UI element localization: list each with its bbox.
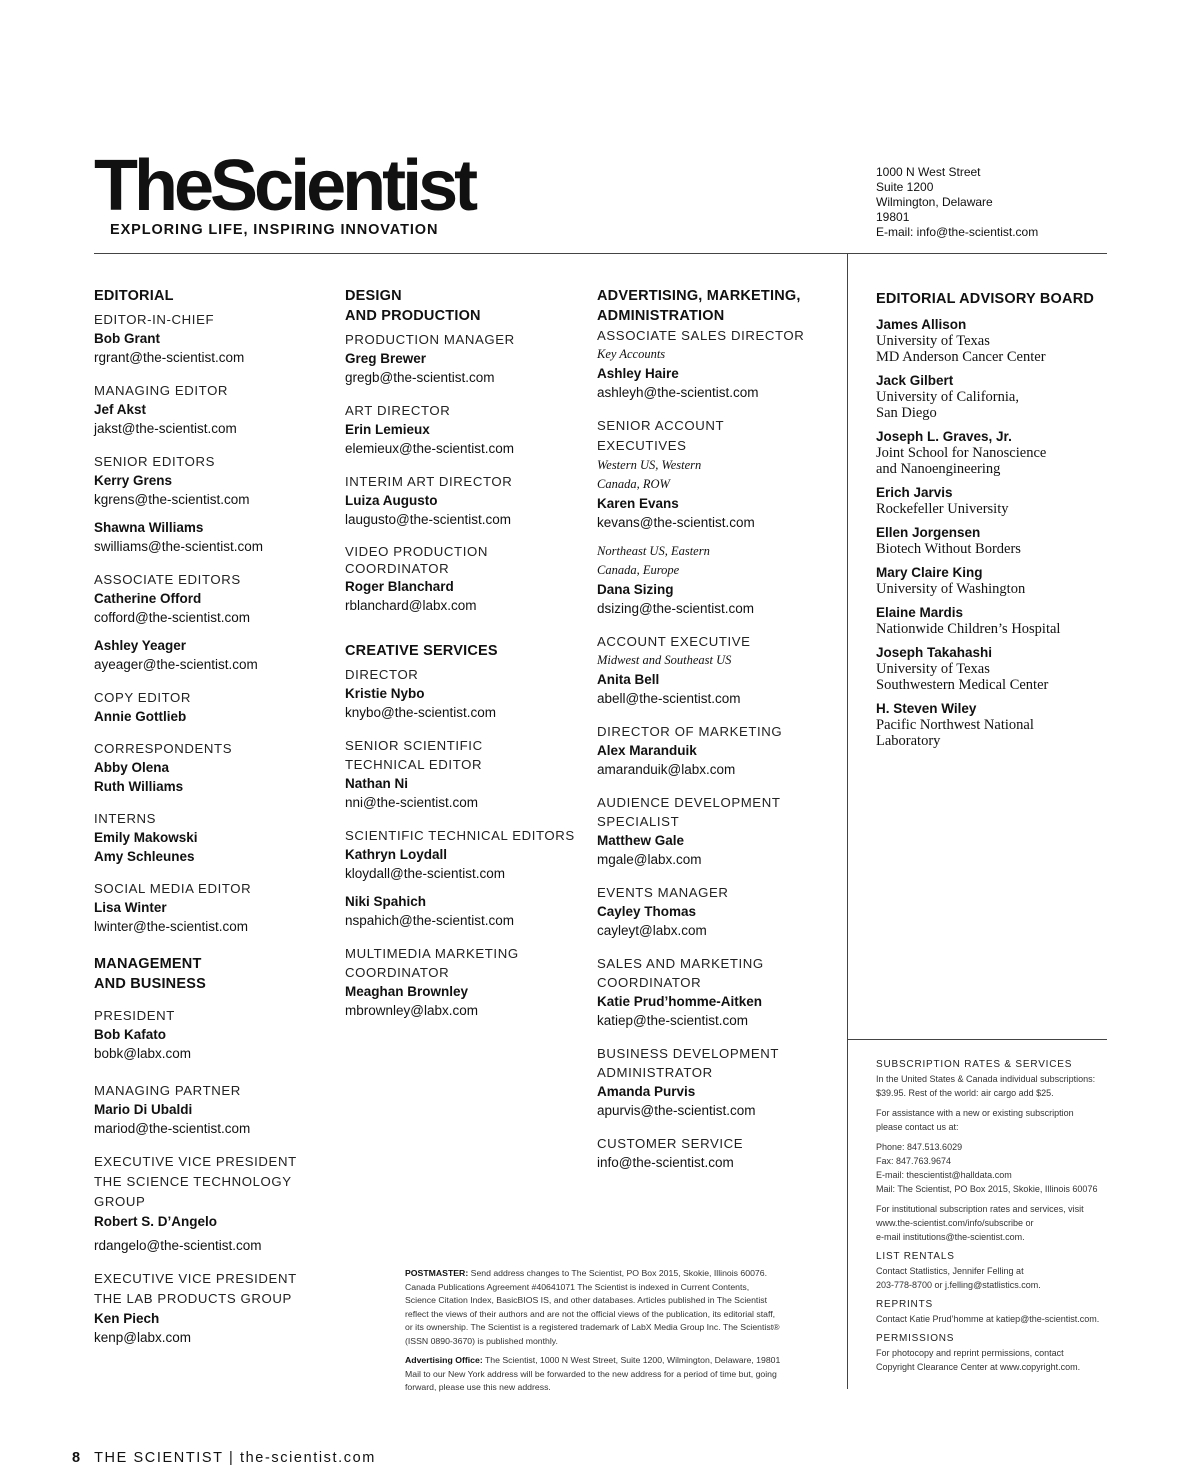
address-line: Wilmington, Delaware <box>876 195 993 209</box>
staff-role: CUSTOMER SERVICE <box>597 1136 744 1151</box>
member-name: H. Steven Wiley <box>876 701 977 716</box>
staff-role: EXECUTIVE VICE PRESIDENT <box>94 1154 297 1169</box>
staff-entry <box>94 1081 339 1139</box>
staff-email[interactable]: amaranduik@labx.com <box>597 762 736 777</box>
text-link[interactable]: www.the-scientist.com/info/subscribe or <box>876 1218 1034 1228</box>
member-name: Mary Claire King <box>876 565 983 580</box>
heading-line: ADMINISTRATION <box>597 308 725 324</box>
staff-entry <box>94 1269 339 1348</box>
text-line: reflect the views of their authors and are not the official views of the publication, its editorial staff, <box>405 1308 776 1319</box>
staff-name: Emily Makowski <box>94 830 198 845</box>
staff-email[interactable]: rdangelo@the-scientist.com <box>94 1238 262 1253</box>
staff-email[interactable]: cayleyt@labx.com <box>597 923 707 938</box>
text-line: please contact us at: <box>876 1122 959 1132</box>
staff-email[interactable]: dsizing@the-scientist.com <box>597 601 755 616</box>
staff-role: MANAGING EDITOR <box>94 383 229 398</box>
staff-name: Dana Sizing <box>597 582 674 597</box>
member-affiliation: University of Washington <box>876 581 1026 597</box>
reprints-info <box>876 1312 1114 1326</box>
tagline: EXPLORING LIFE, INSPIRING INNOVATION <box>110 222 439 238</box>
staff-entry <box>94 310 339 368</box>
text-line: Science Citation Index, BasicBIOS IS, and other databases. Articles published in The Scientist <box>405 1295 768 1305</box>
header-divider <box>94 253 1107 254</box>
staff-role: MULTIMEDIA MARKETING <box>345 946 519 961</box>
staff-role: COPY EDITOR <box>94 690 191 705</box>
section-heading-advertising <box>597 286 837 326</box>
territory-note: Western US, Western <box>597 458 702 472</box>
text-line[interactable]: 203-778-8700 or j.felling@statlistics.com. <box>876 1280 1041 1290</box>
staff-entry <box>345 401 585 459</box>
text-line: or its ownership. The Scientist is a registered trademark of LabX Media Group Inc. The Scientist® <box>405 1322 780 1332</box>
staff-email[interactable]: elemieux@the-scientist.com <box>345 441 515 456</box>
text-line: $39.95. Rest of the world: air cargo add $25. <box>876 1088 1054 1098</box>
section-heading-board: EDITORIAL ADVISORY BOARD <box>876 291 1095 307</box>
page-footer <box>72 1450 376 1466</box>
staff-role: INTERIM ART DIRECTOR <box>345 474 513 489</box>
staff-role: EXECUTIVES <box>597 438 687 453</box>
staff-role: ASSOCIATE SALES DIRECTOR <box>597 328 805 343</box>
staff-role: INTERNS <box>94 811 157 826</box>
staff-role: EDITOR-IN-CHIEF <box>94 312 215 327</box>
text-line: Canada Publications Agreement #40641071 The Scientist is indexed in Current Contents, <box>405 1281 750 1292</box>
member-name: James Allison <box>876 317 967 332</box>
board-member <box>876 525 1106 557</box>
staff-name: Cayley Thomas <box>597 904 697 919</box>
staff-name: Jef Akst <box>94 402 147 417</box>
member-affiliation: Laboratory <box>876 733 941 749</box>
list-rentals-info <box>876 1264 1114 1292</box>
member-affiliation: University of Texas <box>876 333 990 349</box>
list-rentals-heading: LIST RENTALS <box>876 1251 955 1262</box>
staff-email[interactable]: lwinter@the-scientist.com <box>94 919 248 934</box>
staff-entry <box>94 381 339 439</box>
text-line[interactable]: Copyright Clearance Center at www.copyright.com. <box>876 1362 1081 1372</box>
staff-name: Erin Lemieux <box>345 422 430 437</box>
staff-role: ASSOCIATE EDITORS <box>94 572 241 587</box>
staff-email[interactable]: nni@the-scientist.com <box>345 795 479 810</box>
section-heading-design <box>345 286 585 326</box>
member-affiliation: University of California, <box>876 389 1019 405</box>
staff-email[interactable]: nspahich@the-scientist.com <box>345 913 515 928</box>
email-line[interactable]: E-mail: thescientist@halldata.com <box>876 1170 1012 1180</box>
footer-text: THE SCIENTIST | the-scientist.com <box>94 1450 376 1466</box>
staff-entry <box>94 688 339 726</box>
subscription-divider <box>848 1039 1107 1040</box>
staff-role: SPECIALIST <box>597 814 680 829</box>
section-heading-editorial: EDITORIAL <box>94 288 174 304</box>
permissions-heading: PERMISSIONS <box>876 1333 955 1344</box>
staff-name: Ashley Haire <box>597 366 679 381</box>
staff-role: PRODUCTION MANAGER <box>345 332 515 347</box>
text-line: For assistance with a new or existing subscription <box>876 1108 1074 1118</box>
territory-note: Canada, ROW <box>597 477 670 491</box>
staff-entry <box>94 570 339 675</box>
postmaster-notice <box>405 1267 825 1401</box>
staff-name: Abby Olena <box>94 760 170 775</box>
staff-name: Mario Di Ubaldi <box>94 1102 193 1117</box>
column-divider <box>847 254 848 1389</box>
staff-role: VIDEO PRODUCTION <box>345 544 488 559</box>
staff-name: Kathryn Loydall <box>345 847 448 862</box>
reprints-heading: REPRINTS <box>876 1299 933 1310</box>
staff-entry <box>94 809 339 866</box>
member-affiliation: MD Anderson Cancer Center <box>876 349 1046 365</box>
staff-role: COORDINATOR <box>597 975 702 990</box>
text-line: Contact Statlistics, Jennifer Felling at <box>876 1266 1024 1276</box>
subscription-info <box>876 1058 1114 1380</box>
staff-entry <box>597 883 837 941</box>
staff-name: Ken Piech <box>94 1311 160 1326</box>
fax-line: Fax: 847.763.9674 <box>876 1156 952 1166</box>
member-name: Jack Gilbert <box>876 373 954 388</box>
member-affiliation: and Nanoengineering <box>876 461 1001 477</box>
column-advertising <box>597 286 837 1186</box>
board-member <box>876 485 1106 517</box>
staff-role: AUDIENCE DEVELOPMENT <box>597 795 781 810</box>
staff-name: Matthew Gale <box>597 833 685 848</box>
staff-name: Catherine Offord <box>94 591 202 606</box>
page-number: 8 <box>72 1450 81 1466</box>
staff-email[interactable]: kgrens@the-scientist.com <box>94 492 250 507</box>
staff-role: THE SCIENCE TECHNOLOGY <box>94 1174 292 1189</box>
staff-email[interactable]: katiep@the-scientist.com <box>597 1013 749 1028</box>
member-name: Joseph Takahashi <box>876 645 993 660</box>
staff-role: CORRESPONDENTS <box>94 741 233 756</box>
staff-role: ACCOUNT EXECUTIVE <box>597 634 751 649</box>
staff-entry <box>345 330 585 388</box>
staff-entry <box>597 326 837 403</box>
staff-email[interactable]: info@the-scientist.com <box>597 1155 734 1170</box>
staff-email[interactable]: swilliams@the-scientist.com <box>94 539 263 554</box>
staff-email[interactable]: cofford@the-scientist.com <box>94 610 251 625</box>
staff-entry <box>345 543 585 616</box>
staff-entry <box>597 722 837 780</box>
staff-entry <box>597 416 837 619</box>
staff-email[interactable]: bobk@labx.com <box>94 1046 191 1061</box>
subscription-heading: SUBSCRIPTION RATES & SERVICES <box>876 1059 1073 1070</box>
board-member <box>876 565 1106 597</box>
staff-name: Amanda Purvis <box>597 1084 696 1099</box>
staff-role: MANAGING PARTNER <box>94 1083 241 1098</box>
staff-entry <box>597 1044 837 1121</box>
text-link[interactable]: e-mail institutions@the-scientist.com. <box>876 1232 1025 1242</box>
staff-email[interactable]: abell@the-scientist.com <box>597 691 741 706</box>
staff-name: Luiza Augusto <box>345 493 438 508</box>
staff-role: SENIOR SCIENTIFIC <box>345 738 483 753</box>
staff-role: DIRECTOR <box>345 667 419 682</box>
column-design <box>345 286 585 1034</box>
address-line: Suite 1200 <box>876 180 934 194</box>
address-line: 19801 <box>876 210 910 224</box>
staff-entry <box>94 452 339 557</box>
staff-name: Ruth Williams <box>94 779 184 794</box>
text-line[interactable]: Contact Katie Prud’homme at katiep@the-scientist.com. <box>876 1314 1100 1324</box>
territory-note: Canada, Europe <box>597 563 680 577</box>
board-member <box>876 373 1106 421</box>
text-line: Send address changes to The Scientist, PO Box 2015, Skokie, Illinois 60076. <box>468 1268 768 1278</box>
staff-email[interactable]: jakst@the-scientist.com <box>94 421 237 436</box>
subscription-contact <box>876 1140 1114 1196</box>
staff-name: Lisa Winter <box>94 900 167 915</box>
staff-email[interactable]: ashleyh@the-scientist.com <box>597 385 759 400</box>
office-address <box>876 165 1038 240</box>
postmaster-paragraph <box>405 1267 825 1348</box>
text-line: Mail to our New York address will be forwarded to the new address for a period of time but, going <box>405 1368 777 1379</box>
staff-role: PRESIDENT <box>94 1008 175 1023</box>
member-affiliation: Rockefeller University <box>876 501 1009 517</box>
staff-name: Alex Maranduik <box>597 743 697 758</box>
territory-note: Midwest and Southeast US <box>597 653 732 667</box>
staff-name: Amy Schleunes <box>94 849 195 864</box>
staff-name: Anita Bell <box>597 672 660 687</box>
board-member <box>876 701 1106 749</box>
staff-entry <box>597 954 837 1031</box>
territory-note: Key Accounts <box>597 347 666 361</box>
staff-email[interactable]: knybo@the-scientist.com <box>345 705 497 720</box>
staff-role: SOCIAL MEDIA EDITOR <box>94 881 252 896</box>
staff-email[interactable]: ayeager@the-scientist.com <box>94 657 258 672</box>
permissions-info <box>876 1346 1114 1374</box>
staff-entry <box>597 1134 837 1173</box>
magazine-logo: TheScientist <box>94 146 475 226</box>
staff-role: TECHNICAL EDITOR <box>345 757 483 772</box>
institutional-info <box>876 1202 1114 1244</box>
text-line: The Scientist, 1000 N West Street, Suite 1200, Wilmington, Delaware, 19801 <box>482 1355 781 1365</box>
phone-line: Phone: 847.513.6029 <box>876 1142 963 1152</box>
subscription-rates <box>876 1072 1114 1100</box>
staff-email[interactable]: kloydall@the-scientist.com <box>345 866 506 881</box>
member-affiliation: Pacific Northwest National <box>876 717 1034 733</box>
staff-email[interactable]: mgale@labx.com <box>597 852 702 867</box>
staff-role: SENIOR EDITORS <box>94 454 216 469</box>
staff-role: SALES AND MARKETING <box>597 956 764 971</box>
staff-role: SCIENTIFIC TECHNICAL EDITORS <box>345 828 575 843</box>
advisory-board <box>876 289 1106 757</box>
staff-role: ART DIRECTOR <box>345 403 451 418</box>
staff-role: ADMINISTRATOR <box>597 1065 713 1080</box>
text-line: For photocopy and reprint permissions, contact <box>876 1348 1064 1358</box>
staff-entry <box>94 1152 339 1256</box>
staff-role: COORDINATOR <box>345 965 450 980</box>
member-name: Ellen Jorgensen <box>876 525 981 540</box>
staff-name: Greg Brewer <box>345 351 427 366</box>
staff-role: THE LAB PRODUCTS GROUP <box>94 1291 292 1306</box>
heading-line: MANAGEMENT <box>94 956 202 972</box>
staff-role: EXECUTIVE VICE PRESIDENT <box>94 1271 297 1286</box>
staff-name: Annie Gottlieb <box>94 709 187 724</box>
staff-entry <box>345 472 585 530</box>
column-editorial <box>94 286 339 1361</box>
staff-entry <box>345 944 585 1021</box>
staff-name: Meaghan Brownley <box>345 984 469 999</box>
staff-entry <box>345 826 585 931</box>
member-affiliation: University of Texas <box>876 661 990 677</box>
heading-line: DESIGN <box>345 288 402 304</box>
staff-name: Katie Prud’homme-Aitken <box>597 994 763 1009</box>
section-heading-creative: CREATIVE SERVICES <box>345 643 498 659</box>
address-line: 1000 N West Street <box>876 165 981 179</box>
staff-name: Robert S. D’Angelo <box>94 1214 218 1229</box>
postmaster-label: POSTMASTER: <box>405 1268 469 1278</box>
staff-name: Karen Evans <box>597 496 679 511</box>
member-name: Joseph L. Graves, Jr. <box>876 429 1012 444</box>
staff-role: EVENTS MANAGER <box>597 885 729 900</box>
advertising-office-label: Advertising Office: <box>405 1355 483 1365</box>
staff-email[interactable]: mbrownley@labx.com <box>345 1003 478 1018</box>
section-heading-management <box>94 954 339 994</box>
staff-entry <box>345 736 585 813</box>
staff-email[interactable]: mariod@the-scientist.com <box>94 1121 251 1136</box>
address-email[interactable]: E-mail: info@the-scientist.com <box>876 225 1039 239</box>
staff-entry <box>345 665 585 723</box>
staff-name: Kristie Nybo <box>345 686 425 701</box>
board-member <box>876 645 1106 693</box>
staff-name: Bob Kafato <box>94 1027 166 1042</box>
staff-name: Roger Blanchard <box>345 579 454 594</box>
staff-name: Shawna Williams <box>94 520 204 535</box>
member-affiliation: Biotech Without Borders <box>876 541 1021 557</box>
staff-email[interactable]: kenp@labx.com <box>94 1330 191 1345</box>
heading-line: ADVERTISING, MARKETING, <box>597 288 801 304</box>
staff-role: COORDINATOR <box>345 561 450 576</box>
staff-email[interactable]: gregb@the-scientist.com <box>345 370 495 385</box>
mail-line: Mail: The Scientist, PO Box 2015, Skokie, Illinois 60076 <box>876 1184 1098 1194</box>
territory-note: Northeast US, Eastern <box>597 544 710 558</box>
staff-role: BUSINESS DEVELOPMENT <box>597 1046 780 1061</box>
staff-email[interactable]: rblanchard@labx.com <box>345 598 477 613</box>
member-affiliation: Joint School for Nanoscience <box>876 445 1047 461</box>
staff-email[interactable]: apurvis@the-scientist.com <box>597 1103 756 1118</box>
member-affiliation: Nationwide Children’s Hospital <box>876 621 1061 637</box>
staff-email[interactable]: rgrant@the-scientist.com <box>94 350 245 365</box>
staff-name: Kerry Grens <box>94 473 173 488</box>
staff-name: Niki Spahich <box>345 894 427 909</box>
member-affiliation: Southwestern Medical Center <box>876 677 1049 693</box>
heading-line: AND PRODUCTION <box>345 308 481 324</box>
text-line: For institutional subscription rates and services, visit <box>876 1204 1084 1214</box>
staff-name: Ashley Yeager <box>94 638 187 653</box>
text-line: (ISSN 0890-3670) is published monthly. <box>405 1335 558 1346</box>
subscription-assistance <box>876 1106 1114 1134</box>
board-member <box>876 429 1106 477</box>
staff-entry <box>94 1006 339 1064</box>
text-line: In the United States & Canada individual subscriptions: <box>876 1074 1096 1084</box>
staff-entry <box>597 793 837 870</box>
board-member <box>876 317 1106 365</box>
board-member <box>876 605 1106 637</box>
staff-role: GROUP <box>94 1194 146 1209</box>
staff-role: DIRECTOR OF MARKETING <box>597 724 783 739</box>
member-affiliation: San Diego <box>876 405 937 421</box>
staff-name: Nathan Ni <box>345 776 409 791</box>
text-line: forward, please use this new address. <box>405 1382 551 1392</box>
staff-name: Bob Grant <box>94 331 160 346</box>
staff-role: SENIOR ACCOUNT <box>597 418 725 433</box>
member-name: Elaine Mardis <box>876 605 964 620</box>
staff-email[interactable]: laugusto@the-scientist.com <box>345 512 512 527</box>
staff-entry <box>597 632 837 709</box>
heading-line: AND BUSINESS <box>94 976 206 992</box>
advertising-office-paragraph <box>405 1354 825 1395</box>
member-name: Erich Jarvis <box>876 485 953 500</box>
staff-entry <box>94 739 339 796</box>
staff-email[interactable]: kevans@the-scientist.com <box>597 515 755 530</box>
staff-entry <box>94 879 339 937</box>
